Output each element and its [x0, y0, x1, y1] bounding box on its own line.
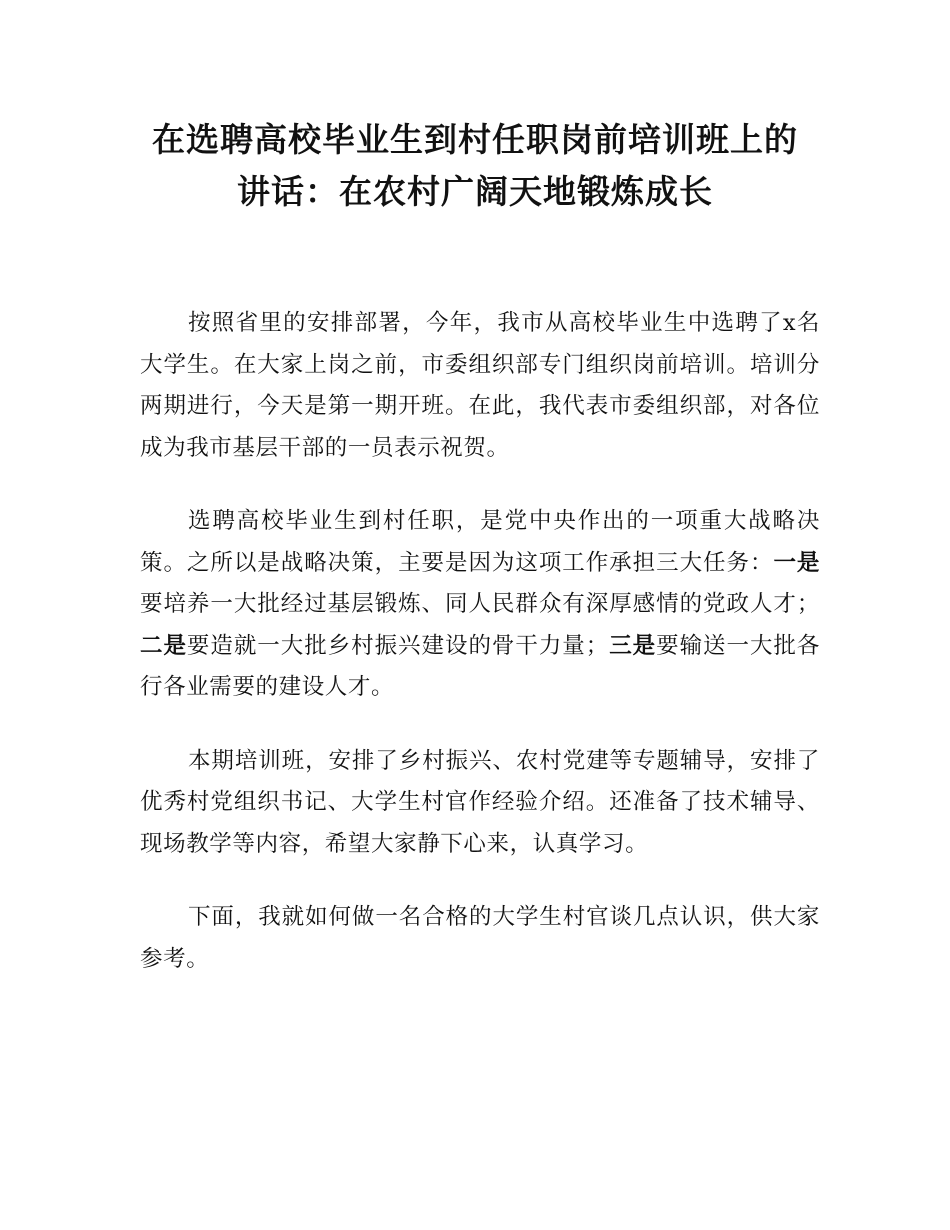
paragraph-1: 按照省里的安排部署，今年，我市从高校毕业生中选聘了x名大学生。在大家上岗之前，市委组织部专门组织岗前培训。培训分两期进行，今天是第一期开班。在此，我代表市委组织部，对各位成为我市基层干部的一员表示祝贺。: [140, 310, 820, 461]
emphasis-first: 一是: [773, 549, 820, 576]
task-2-text: 要造就一大批乡村振兴建设的骨干力量；: [186, 632, 609, 659]
document-body: [140, 303, 820, 1012]
title-line-1: 在选聘高校毕业生到村任职岗前培训班上的: [152, 120, 798, 159]
emphasis-second: 二是: [140, 632, 187, 659]
paragraph-3: 本期培训班，安排了乡村振兴、农村党建等专题辅导，安排了优秀村党组织书记、大学生村官作经验介绍。还准备了技术辅导、现场教学等内容，希望大家静下心来，认真学习。: [140, 747, 820, 857]
task-3-text: 要输送一大批各行各业需要的建设人才。: [140, 632, 820, 700]
emphasis-third: 三是: [608, 632, 657, 659]
paragraph-4: 下面，我就如何做一名合格的大学生村官谈几点认识，供大家参考。: [140, 904, 820, 972]
document-title: [100, 114, 850, 218]
paragraph-2: [140, 501, 820, 709]
task-1-text: 要培养一大批经过基层锻炼、同人民群众有深厚感情的党政人才；: [140, 591, 820, 617]
paragraph-2-intro: 选聘高校毕业生到村任职，是党中央作出的一项重大战略决策。之所以是战略决策，主要是因为这项工作承担三大任务：: [140, 508, 820, 576]
title-line-2: 讲话：在农村广阔天地锻炼成长: [237, 172, 713, 211]
